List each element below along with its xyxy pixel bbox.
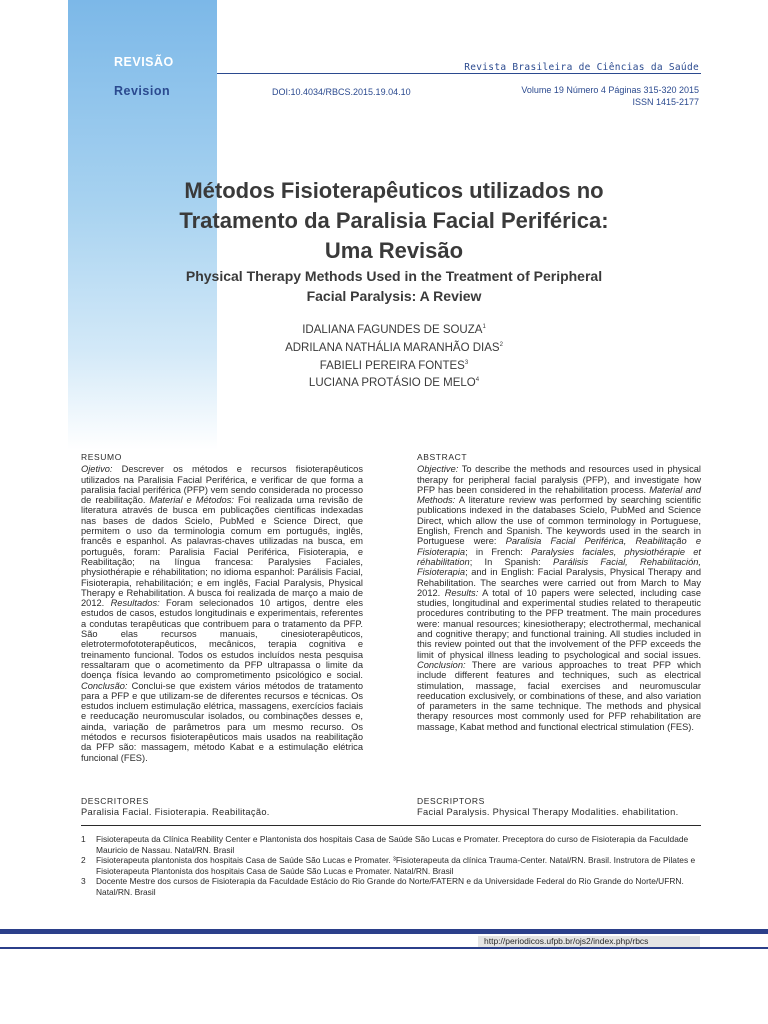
descriptors-heading: DESCRIPTORS [417, 796, 485, 806]
journal-url-link[interactable]: http://periodicos.ufpb.br/ojs2/index.php/rbcs [484, 936, 649, 946]
descritores-heading: DESCRITORES [81, 796, 149, 806]
abstract-methods-text: A literature review was performed by searching scientific publications indexed in the databases Scielo, PubMed and Science Direct, which allow the use of common terminology in Portuguese, English, French and Spanish. The keywords used in the search in Portuguese were: [417, 495, 701, 547]
resumo-methods-label: Material e Métodos: [149, 495, 234, 506]
abstract-conclusion-label: Conclusion: [417, 659, 466, 670]
abstract-section [417, 452, 701, 732]
title-en-line: Physical Therapy Methods Used in the Treatment of Peripheral [185, 268, 603, 284]
author-affiliation: 2 [499, 341, 503, 348]
abstract-body [417, 464, 701, 732]
author [190, 320, 598, 338]
author-affiliation: 3 [464, 359, 469, 366]
journal-name: Revista Brasileira de Ciências da Saúde [464, 62, 699, 73]
resumo-section [81, 452, 363, 763]
resumo-body [81, 464, 363, 763]
issn: ISSN 1415-2177 [632, 97, 699, 107]
footnote-text: Fisioterapeuta plantonista dos hospitais Casa de Saúde São Lucas e Promater. ³Fisioterapeuta da clínica Trauma-Center. Natal/RN. Brasil. Instrutora de Pilates e Fisioterapeuta Plantonista dos hospitais Casa de Saúde São Lucas e Promater. Natal/RN. Brasil [96, 855, 696, 876]
footnote [81, 834, 706, 855]
abstract-keywords-end: ; and in English: Facial Paralysis, Physical Therapy and Rehabilitation. The searches were carried out from March to May 2012. [417, 567, 701, 598]
footnote [81, 876, 706, 897]
abstract-objective-text: To describe the methods and resources used in physical therapy for peripheral facial paralysis (PFP), and investigate how PFP has been considered in the rehabilitation process. [417, 464, 701, 495]
resumo-results-text: Foram selecionados 10 artigos, dentre eles estudos de casos, estudos longitudinais e experimentais, referentes a condutas terapêuticas que contribuem para o tratamento da PFP. São elas recursos manuais, cinesioterapêuticos, eletrotermofototerapêuticos, mecânicos, terapia cognitiva e treinamento funcional. Todos os estudos incluídos nesta pesquisa ressaltaram que o acometimento da PFP ultrapassa o limite da doença física levando ao comprometimento psicológico e social. [81, 598, 363, 681]
author-name: FABIELI PEREIRA FONTES [319, 359, 465, 372]
descritores-text: Paralisia Facial. Fisioterapia. Reabilitação. [81, 807, 270, 817]
author [190, 338, 598, 356]
footnote-number: 1 [81, 834, 86, 844]
abstract-objective-label: Objective: [417, 464, 459, 475]
section-label-en: Revision [114, 84, 171, 98]
abstract-conclusion-text: There are various approaches to treat PFP which include different features and techniques, such as electrical stimulation, massage, facial exercises and neuromuscular reeducation exclusively, or combinations of these, and also variation of parameters in the same technique. The methods and physical therapy resources most commonly used for PFP rehabilitation are massage, Kabat method and functional electrical stimulation (FES). [417, 659, 701, 732]
abstract-keywords-fr: Paralysies faciales, physiothérapie et réhabilitation [417, 546, 701, 567]
header-rule [217, 73, 701, 74]
abstract-keywords-sep: ; in French: [465, 546, 532, 557]
author [190, 373, 598, 391]
title-portuguese [110, 176, 678, 266]
footnote-text: Fisioterapeuta da Clínica Reability Center e Plantonista dos hospitais Casa de Saúde São Lucas e Promater. Preceptora do curso de Fisioterapia da Faculdade Mauricio de Nassau. Natal/RN. Brasil [96, 834, 689, 855]
descriptors-section [417, 796, 701, 818]
abstract-keywords-sep: ; In Spanish: [469, 556, 553, 567]
footer-bar [0, 929, 768, 934]
resumo-conclusion-label: Conclusão: [81, 680, 128, 691]
resumo-objective-text: Descrever os métodos e recursos fisioterapêuticos utilizados na Paralisia Facial Periférica, e verificar de que forma a paralisia facial periférica (PFP) vem sendo considerada no processo de reabilitação. [81, 464, 363, 506]
descritores-section [81, 796, 363, 818]
descriptors-text: Facial Paralysis. Physical Therapy Modalities. ehabilitation. [417, 807, 679, 817]
abstract-results-text: A total of 10 papers were selected, including case studies, longitudinal and experimental studies related to therapeutic procedures contributing to the PFP treatment. The main procedures were: manual resources; kinesiotherapy; electrothermal, mechanical and cognitive therapy; and functional training. All studies included in this review pointed out that the involvement of the PFP exceeds the limit of physical illness leading to psychological and social issues. [417, 587, 701, 660]
title-pt-line: Métodos Fisioterapêuticos utilizados no [184, 178, 604, 203]
title-pt-line: Uma Revisão [324, 238, 464, 263]
footnote-number: 3 [81, 876, 86, 887]
footnote-number: 2 [81, 855, 86, 866]
author-list [190, 320, 598, 391]
footer-rule [0, 947, 768, 949]
author-name: LUCIANA PROTÁSIO DE MELO [308, 377, 476, 390]
section-label-pt: REVISÃO [114, 55, 174, 69]
resumo-heading: RESUMO [81, 452, 122, 462]
title-en-line: Facial Paralysis: A Review [306, 288, 482, 304]
author-name: ADRILANA NATHÁLIA MARANHÃO DIAS [285, 341, 500, 354]
author-affiliation: 4 [475, 377, 480, 384]
abstract-methods-label: Material and Methods: [417, 484, 701, 506]
abstract-keywords-pt: Paralisia Facial Periférica, Reabilitação e Fisioterapia [417, 536, 701, 557]
abstract-keywords-es: Parálisis Facial, Rehabilitación, Fisioterapia [417, 556, 702, 578]
title-pt-line: Tratamento da Paralisia Facial Periférica: [179, 208, 609, 233]
resumo-methods-text: Foi realizada uma revisão de literatura através de busca em publicações científicas indexadas nas bases de dados Scielo, PubMed e Science Direct, que permitem o uso da terminologia comum em português, inglês, francês e espanhol. As palavras-chaves utilizadas na busca, em português, foram: Paralisia Facial Periférica, Fisioterapia, e Reabilitação; na língua francesa: Paralysies Faciales, physiothérapie e réhabilitation; no idioma espanhol: Parálisis Facial, Fisioterapia, rehabilitación; e em inglês, Facial Paralysis, Physical Therapy e Rehabilitation. A busca foi realizada de março a maio de 2012. [81, 495, 363, 609]
footnote-text: Docente Mestre dos cursos de Fisioterapia da Faculdade Estácio do Rio Grande do Norte/FATERN e da Universidade Federal do Rio Grande do Norte/UFRN. Natal/RN. Brasil [96, 876, 684, 897]
author-affiliation: 1 [482, 324, 486, 330]
doi[interactable]: DOI:10.4034/RBCS.2015.19.04.10 [272, 87, 411, 97]
footnote [81, 855, 706, 876]
abstract-heading: ABSTRACT [417, 452, 468, 462]
footnotes [81, 834, 706, 898]
footnote-rule [81, 825, 701, 826]
resumo-objective-label: Ojetivo: [81, 464, 113, 475]
resumo-conclusion-text: Conclui-se que existem vários métodos de tratamento para a PFP e que utilizam-se de diferentes recursos e técnicas. Os estudos incluem estimulação elétrica, massagens, exercícios faciais e reeducação neuromuscular isolados, ou combinações desses e, ainda, variação de parâmetros para um mesmo recurso. Os métodos e recursos fisioterapêuticos mais usados na reabilitação da PFP são: massagem, método Kabat e a estimulação elétrica funcional (FES). [81, 680, 363, 763]
title-english [110, 266, 678, 306]
author [190, 356, 598, 374]
volume-info: Volume 19 Número 4 Páginas 315-320 2015 [521, 85, 699, 95]
resumo-results-label: Resultados: [110, 598, 160, 609]
abstract-results-label: Results: [444, 587, 479, 598]
author-name: IDALIANA FAGUNDES DE SOUZA [302, 323, 483, 336]
